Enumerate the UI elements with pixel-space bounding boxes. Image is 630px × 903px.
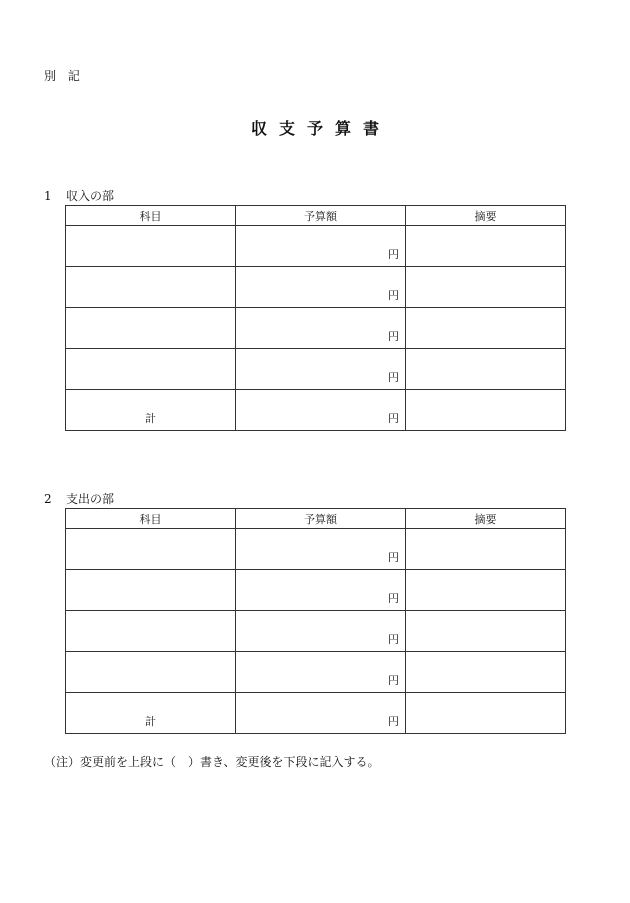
table-row <box>66 267 566 308</box>
footnote: （注）変更前を上段に（ ）書き、変更後を下段に記入する。 <box>44 755 380 769</box>
item-cell[interactable] <box>66 652 236 693</box>
column-header-amount: 予算額 <box>236 206 406 226</box>
yen-unit: 円 <box>388 551 399 564</box>
amount-cell[interactable] <box>236 349 406 390</box>
note-cell[interactable] <box>406 693 566 734</box>
section-heading-income <box>44 187 114 204</box>
section-title: 支出の部 <box>66 492 115 506</box>
total-label: 計 <box>145 715 156 728</box>
note-cell[interactable] <box>406 349 566 390</box>
amount-cell[interactable] <box>236 226 406 267</box>
yen-unit: 円 <box>388 715 399 728</box>
total-row <box>66 693 566 734</box>
yen-unit: 円 <box>388 674 399 687</box>
yen-unit: 円 <box>388 371 399 384</box>
amount-cell[interactable] <box>236 611 406 652</box>
table-row <box>66 226 566 267</box>
amount-cell[interactable] <box>236 652 406 693</box>
yen-unit: 円 <box>388 248 399 261</box>
yen-unit: 円 <box>388 412 399 425</box>
column-header-item: 科目 <box>66 509 236 529</box>
note-cell[interactable] <box>406 308 566 349</box>
item-cell[interactable] <box>66 308 236 349</box>
total-label: 計 <box>145 412 156 425</box>
yen-unit: 円 <box>388 330 399 343</box>
table-row <box>66 570 566 611</box>
note-cell[interactable] <box>406 611 566 652</box>
table-row <box>66 529 566 570</box>
column-header-note: 摘要 <box>406 509 566 529</box>
note-cell[interactable] <box>406 652 566 693</box>
item-cell[interactable] <box>66 611 236 652</box>
table-header-row <box>66 509 566 529</box>
total-amount-cell[interactable] <box>236 693 406 734</box>
item-cell[interactable] <box>66 529 236 570</box>
section-heading-expense <box>44 490 114 507</box>
item-cell[interactable] <box>66 267 236 308</box>
note-cell[interactable] <box>406 226 566 267</box>
column-header-note: 摘要 <box>406 206 566 226</box>
total-row <box>66 390 566 431</box>
section-number: 1 <box>44 189 52 203</box>
note-cell[interactable] <box>406 570 566 611</box>
amount-cell[interactable] <box>236 570 406 611</box>
amount-cell[interactable] <box>236 267 406 308</box>
table-row <box>66 652 566 693</box>
item-cell[interactable] <box>66 349 236 390</box>
note-cell[interactable] <box>406 529 566 570</box>
amount-cell[interactable] <box>236 308 406 349</box>
yen-unit: 円 <box>388 289 399 302</box>
note-cell[interactable] <box>406 390 566 431</box>
column-header-item: 科目 <box>66 206 236 226</box>
item-cell[interactable] <box>66 226 236 267</box>
yen-unit: 円 <box>388 592 399 605</box>
yen-unit: 円 <box>388 633 399 646</box>
item-cell[interactable] <box>66 570 236 611</box>
table-row <box>66 611 566 652</box>
total-amount-cell[interactable] <box>236 390 406 431</box>
table-header-row <box>66 206 566 226</box>
income-table <box>65 205 566 431</box>
total-label-cell <box>66 390 236 431</box>
table-row <box>66 349 566 390</box>
total-label-cell <box>66 693 236 734</box>
attachment-label: 別 記 <box>44 69 84 83</box>
amount-cell[interactable] <box>236 529 406 570</box>
expense-table <box>65 508 566 734</box>
note-cell[interactable] <box>406 267 566 308</box>
section-title: 収入の部 <box>66 189 115 203</box>
section-number: 2 <box>44 492 52 506</box>
column-header-amount: 予算額 <box>236 509 406 529</box>
table-row <box>66 308 566 349</box>
document-title: 収支予算書 <box>250 119 391 138</box>
